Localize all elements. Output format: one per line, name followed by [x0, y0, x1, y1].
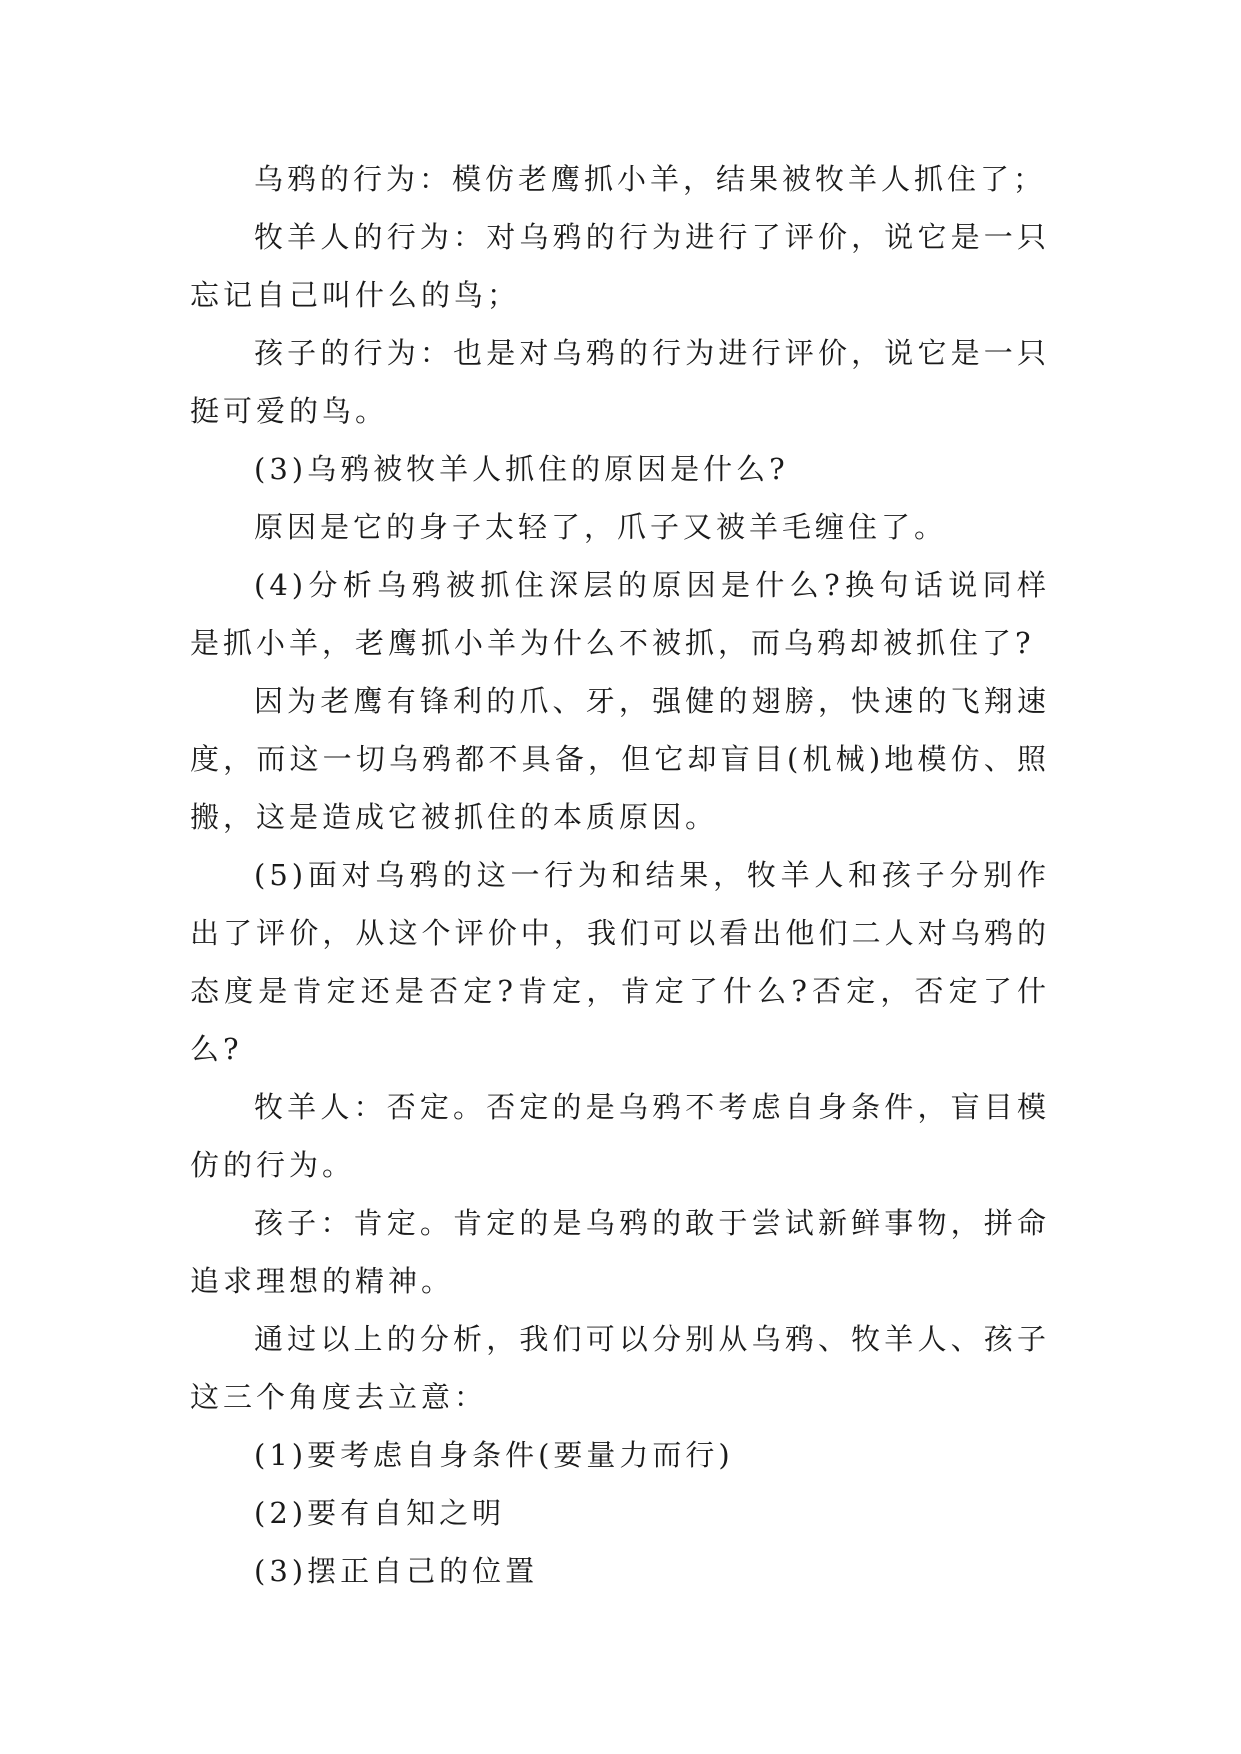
answer-5-child: 孩子：肯定。肯定的是乌鸦的敢于尝试新鲜事物，拼命追求理想的精神。	[190, 1206, 1050, 1298]
paragraph-child-behavior: 孩子的行为：也是对乌鸦的行为进行评价，说它是一只挺可爱的鸟。	[190, 336, 1050, 428]
list-item-1: (1)要考虑自身条件(要量力而行)	[254, 1438, 734, 1472]
answer-4: 因为老鹰有锋利的爪、牙，强健的翅膀，快速的飞翔速度，而这一切乌鸦都不具备，但它却盲目(机械)地模仿、照搬，这是造成它被抓住的本质原因。	[190, 684, 1050, 834]
list-item-3: (3)摆正自己的位置	[254, 1554, 539, 1588]
question-4: (4)分析乌鸦被抓住深层的原因是什么?换句话说同样是抓小羊，老鹰抓小羊为什么不被抓，而乌鸦却被抓住了?	[190, 568, 1050, 660]
paragraph-shepherd-behavior: 牧羊人的行为：对乌鸦的行为进行了评价，说它是一只忘记自己叫什么的鸟；	[190, 220, 1050, 312]
question-3: (3)乌鸦被牧羊人抓住的原因是什么?	[254, 452, 789, 486]
document-page	[190, 150, 1050, 1600]
paragraph-crow-behavior: 乌鸦的行为：模仿老鹰抓小羊，结果被牧羊人抓住了；	[254, 162, 1047, 196]
list-item-2: (2)要有自知之明	[254, 1496, 506, 1530]
paragraph-summary: 通过以上的分析，我们可以分别从乌鸦、牧羊人、孩子这三个角度去立意：	[190, 1322, 1050, 1414]
answer-5-shepherd: 牧羊人：否定。否定的是乌鸦不考虑自身条件，盲目模仿的行为。	[190, 1090, 1050, 1182]
question-5: (5)面对乌鸦的这一行为和结果，牧羊人和孩子分别作出了评价，从这个评价中，我们可以看出他们二人对乌鸦的态度是肯定还是否定?肯定，肯定了什么?否定，否定了什么?	[190, 858, 1050, 1066]
answer-3: 原因是它的身子太轻了，爪子又被羊毛缠住了。	[254, 510, 948, 544]
